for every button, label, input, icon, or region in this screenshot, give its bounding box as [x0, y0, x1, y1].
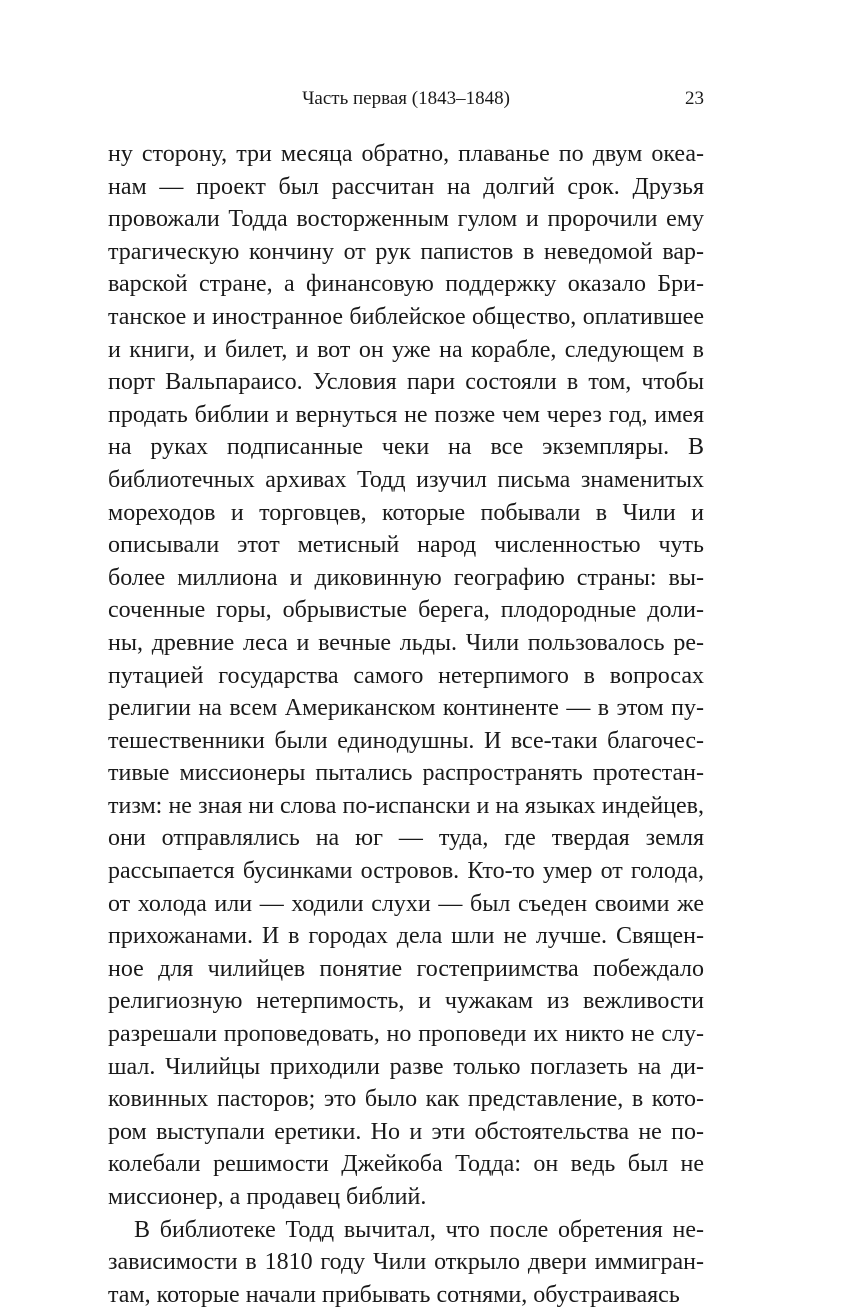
paragraph-library-reading: В библиотеке Тодд вычитал, что после обретения независимости в 1810 году Чили открыло двери иммигрантам, которые начали прибывать сотнями, обустраиваясь [108, 1216, 704, 1308]
running-title: Часть первая (1843–1848) [302, 88, 510, 109]
running-header [108, 84, 704, 114]
body-text [108, 138, 704, 1311]
paragraph-continued: ну сторону, три месяца обратно, плаванье по двум океанам — проект был рассчитан на долгий срок. Друзья провожали Тодда восторженным гулом и пророчили ему трагическую кончину от рук папистов в неведомой варварской стране, а финансовую поддержку оказало Британское и иностранное библейское общество, оплатившее и книги, и билет, и вот он уже на корабле, следующем в порт Вальпараисо. Условия пари состояли в том, чтобы продать библии и вернуться не позже чем через год, имея на руках подписанные чеки на все экземпляры. В библиотечных архивах Тодд изучил письма знаменитых мореходов и торговцев, которые побывали в Чили и описывали этот метисный народ численностью чуть более миллиона и диковинную географию страны: высоченные горы, обрывистые берега, плодородные долины, древние леса и вечные льды. Чили пользовалось репутацией государства самого нетерпимого в вопросах религии на всем Американском континенте — в этом путешественники были единодушны. И все-таки благочестивые миссионеры пытались распространять протестантизм: не зная ни слова по-испански и на языках индейцев, они отправлялись на юг — туда, где твердая земля рассыпается бусинками островов. Кто-то умер от голода, от холода или — ходили слухи — был съеден своими же прихожанами. И в городах дела шли не лучше. Священное для чилийцев понятие гостеприимства побеждало религиозную нетерпимость, и чужакам из вежливости разрешали проповедовать, но проповеди их никто не слушал. Чилийцы приходили разве только поглазеть на диковинных пасторов; это было как представление, в котором выступали еретики. Но и эти обстоятельства не поколебали решимости Джейкоба Тодда: он ведь был не миссионер, а продавец библий. [108, 141, 704, 1210]
page-number: 23 [685, 88, 704, 109]
